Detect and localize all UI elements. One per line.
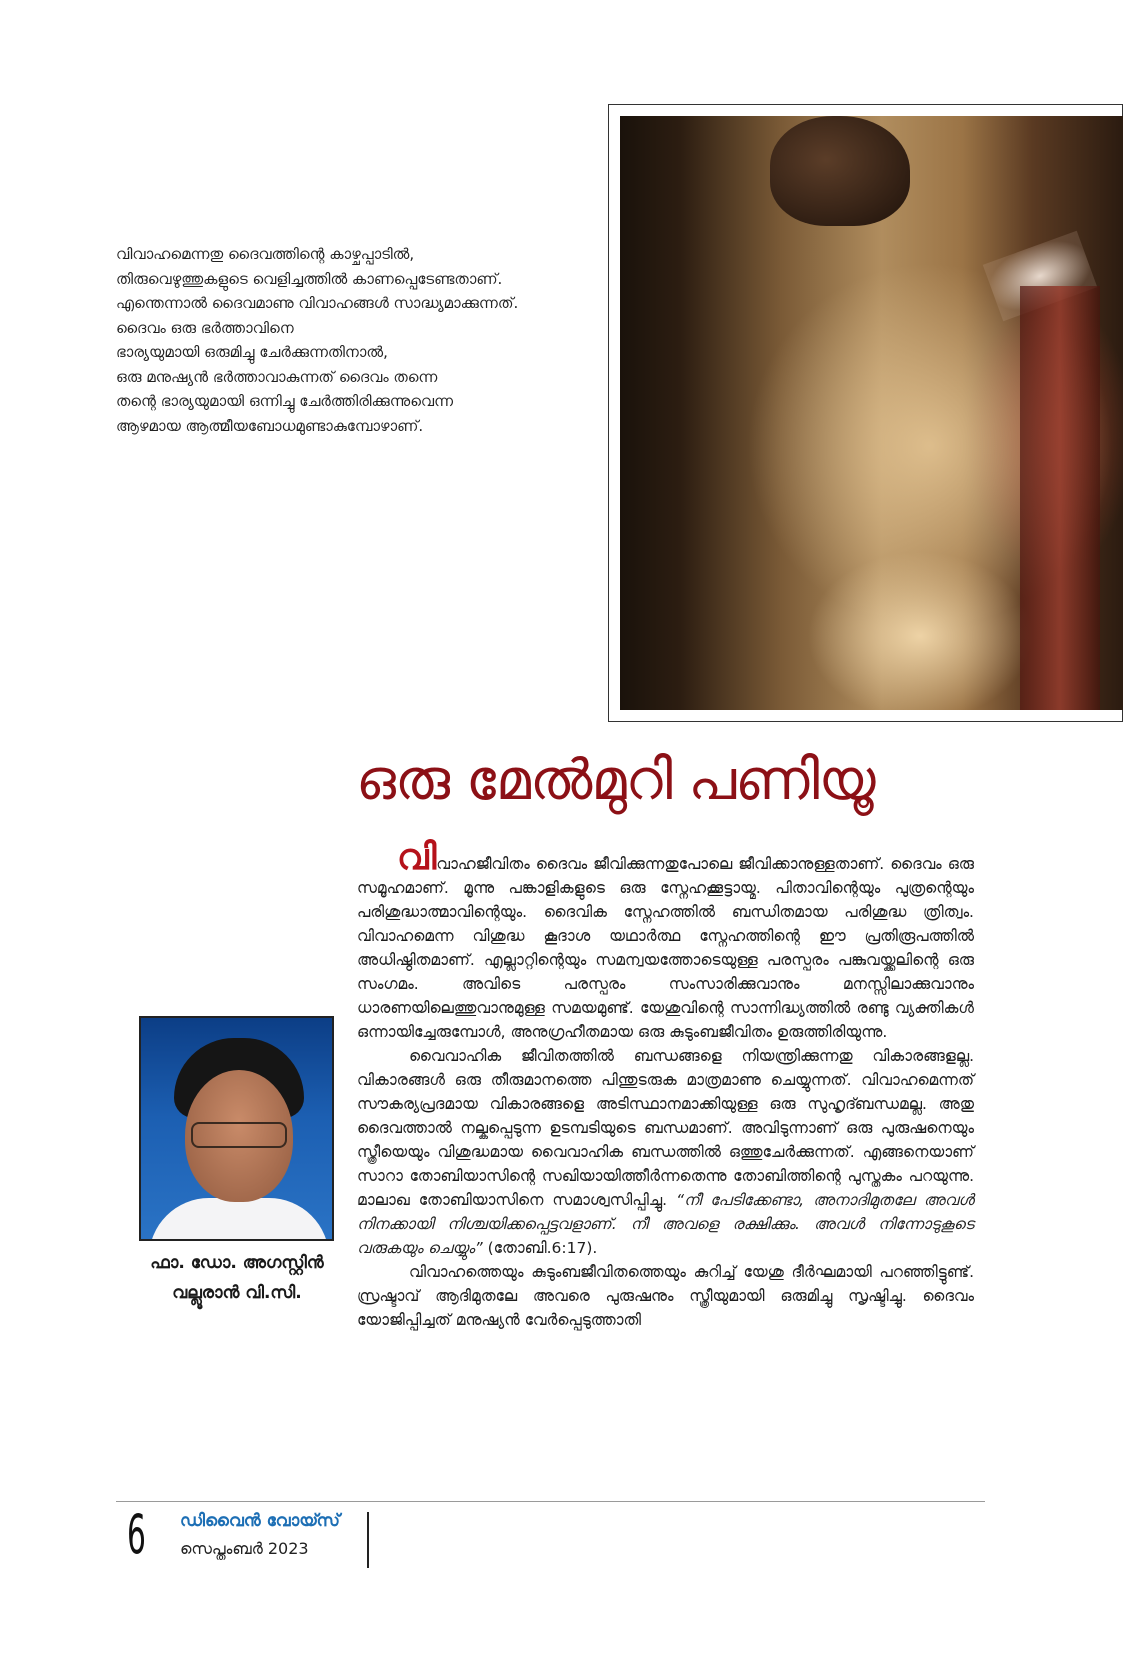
pull-quote-line: തിരുവെഴുത്തുകളുടെ വെളിച്ചത്തിൽ കാണപ്പെടേണ്ടതാണ്.: [116, 269, 503, 288]
photo-figure-head: [770, 116, 910, 226]
pull-quote: [116, 242, 576, 438]
paragraph-3-text: വിവാഹത്തെയും കുടുംബജീവിതത്തെയും കുറിച്ച് യേശു ദീർഘമായി പറഞ്ഞിട്ടുണ്ട്. സ്രഷ്ടാവ് ആദിമുതലേ അവരെ പുരുഷനും സ്ത്രീയുമായി ഒരുമിച്ചു സൃഷ്ടിച്ചു. ദൈവം യോജിപ്പിച്ചത് മനുഷ്യൻ വേർപ്പെടുത്താതി: [357, 1263, 974, 1329]
drop-cap: വി: [397, 837, 437, 878]
pull-quote-line: ഭാര്യയുമായി ഒരുമിച്ചു ചേർക്കുന്നതിനാൽ,: [116, 343, 388, 361]
author-glasses: [191, 1122, 287, 1148]
author-byline: [112, 1248, 362, 1308]
paragraph-1-text: വാഹജീവിതം ദൈവം ജീവിക്കുന്നതുപോലെ ജീവിക്കാനുള്ളതാണ്. ദൈവം ഒരു സമൂഹമാണ്. മൂന്നു പങ്കാളികളുടെ ഒരു സ്നേഹക്കൂട്ടായ്മ. പിതാവിന്റെയും പുത്രന്റെയും പരിശുദ്ധാത്മാവിന്റെയും. ദൈവിക സ്നേഹത്തിൽ ബന്ധിതമായ പരിശുദ്ധ ത്രിത്വം. വിവാഹമെന്ന വിശുദ്ധ കൂദാശ യഥാർത്ഥ സ്നേഹത്തിന്റെ ഈ പ്രതിരൂപത്തിൽ അധിഷ്ഠിതമാണ്. എല്ലാറ്റിന്റെയും സമന്വയത്തോടെയുള്ള പരസ്പരം പങ്കുവയ്ക്കലിന്റെ ഒരു സംഗമം. അവിടെ പരസ്പരം സംസാരിക്കുവാനും മനസ്സിലാക്കുവാനും ധാരണയിലെത്തുവാനുമുള്ള സമയമുണ്ട്. യേശുവിന്റെ സാന്നിദ്ധ്യത്തിൽ രണ്ടു വ്യക്തികൾ ഒന്നായിച്ചേരുമ്പോൾ, അനുഗ്രഹീതമായ ഒരു കുടുംബജീവിതം ഉരുത്തിരിയുന്നു.: [357, 855, 974, 1041]
pull-quote-line: തന്റെ ഭാര്യയുമായി ഒന്നിച്ചു ചേർത്തിരിക്കുന്നുവെന്ന: [116, 392, 454, 410]
footer-vertical-bar: [367, 1512, 369, 1568]
feature-photo: [620, 116, 1123, 710]
author-name-line-2: വല്ലൂരാൻ വി.സി.: [172, 1283, 302, 1303]
pull-quote-line: വിവാഹമെന്നതു ദൈവത്തിന്റെ കാഴ്ചപ്പാടിൽ,: [116, 245, 415, 263]
scripture-reference: (തോബി.6:17).: [487, 1239, 598, 1257]
photo-figure-stole: [1020, 286, 1100, 710]
author-shirt: [149, 1198, 329, 1241]
pull-quote-line: ദൈവം ഒരു ഭർത്താവിനെ: [116, 318, 294, 337]
article-body: [357, 837, 974, 1332]
pull-quote-line: എന്തെന്നാൽ ദൈവമാണു വിവാഹങ്ങൾ സാദ്ധ്യമാക്കുന്നത്.: [116, 294, 519, 312]
paragraph-2-text: വൈവാഹിക ജീവിതത്തിൽ ബന്ധങ്ങളെ നിയന്ത്രിക്കുന്നതു വികാരങ്ങളല്ല. വികാരങ്ങൾ ഒരു തീരുമാനത്തെ പിന്തുടരുക മാത്രമാണു ചെയ്യുന്നത്. വിവാഹമെന്നത് സൗകര്യപ്രദമായ വികാരങ്ങളെ അടിസ്ഥാനമാക്കിയുള്ള ഒരു സുഹൃദ്ബന്ധമല്ല. അതു ദൈവത്താൽ നല്കപ്പെടുന്ന ഉടമ്പടിയുടെ ബന്ധമാണ്. അവിടുന്നാണ് ഒരു പുരുഷനെയും സ്ത്രീയെയും വിശുദ്ധമായ വൈവാഹിക ബന്ധത്തിൽ ഒത്തുചേർക്കുന്നത്. എങ്ങനെയാണ് സാറാ തോബിയാസിന്റെ സഖിയായിത്തീർന്നതെന്നു തോബിത്തിന്റെ പുസ്തകം പറയുന്നു. മാലാഖ തോബിയാസിനെ സമാശ്വസിപ്പിച്ചു.: [357, 1047, 974, 1209]
issue-date: സെപ്തംബർ 2023: [180, 1539, 309, 1558]
article-title: ഒരു മേൽമുറി പണിയൂ: [356, 748, 875, 813]
scripture-quote: “നീ പേടിക്കേണ്ടാ, അനാദിമുതലേ അവൾ നിനക്കായി നിശ്ചയിക്കപ്പെട്ടവളാണ്. നീ അവളെ രക്ഷിക്കും. അവൾ നിന്നോടുകൂടെ വരുകയും ചെയ്യും”: [357, 1191, 974, 1257]
pull-quote-line: ആഴമായ ആത്മീയബോധമുണ്ടാകുമ്പോഴാണ്.: [116, 416, 424, 435]
footer-divider: [116, 1501, 985, 1502]
paragraph-3: [357, 1260, 974, 1332]
page-number: 6: [127, 1503, 146, 1566]
pull-quote-line: ഒരു മനുഷ്യൻ ഭർത്താവാകുന്നത് ദൈവം തന്നെ: [116, 367, 438, 386]
paragraph-2: [357, 1044, 974, 1260]
magazine-name: ഡിവൈൻ വോയ്സ്: [180, 1511, 340, 1531]
author-name-line-1: ഫാ. ഡോ. അഗസ്റ്റിൻ: [150, 1253, 324, 1273]
paragraph-1: [357, 837, 974, 1044]
author-photo: [139, 1016, 334, 1241]
